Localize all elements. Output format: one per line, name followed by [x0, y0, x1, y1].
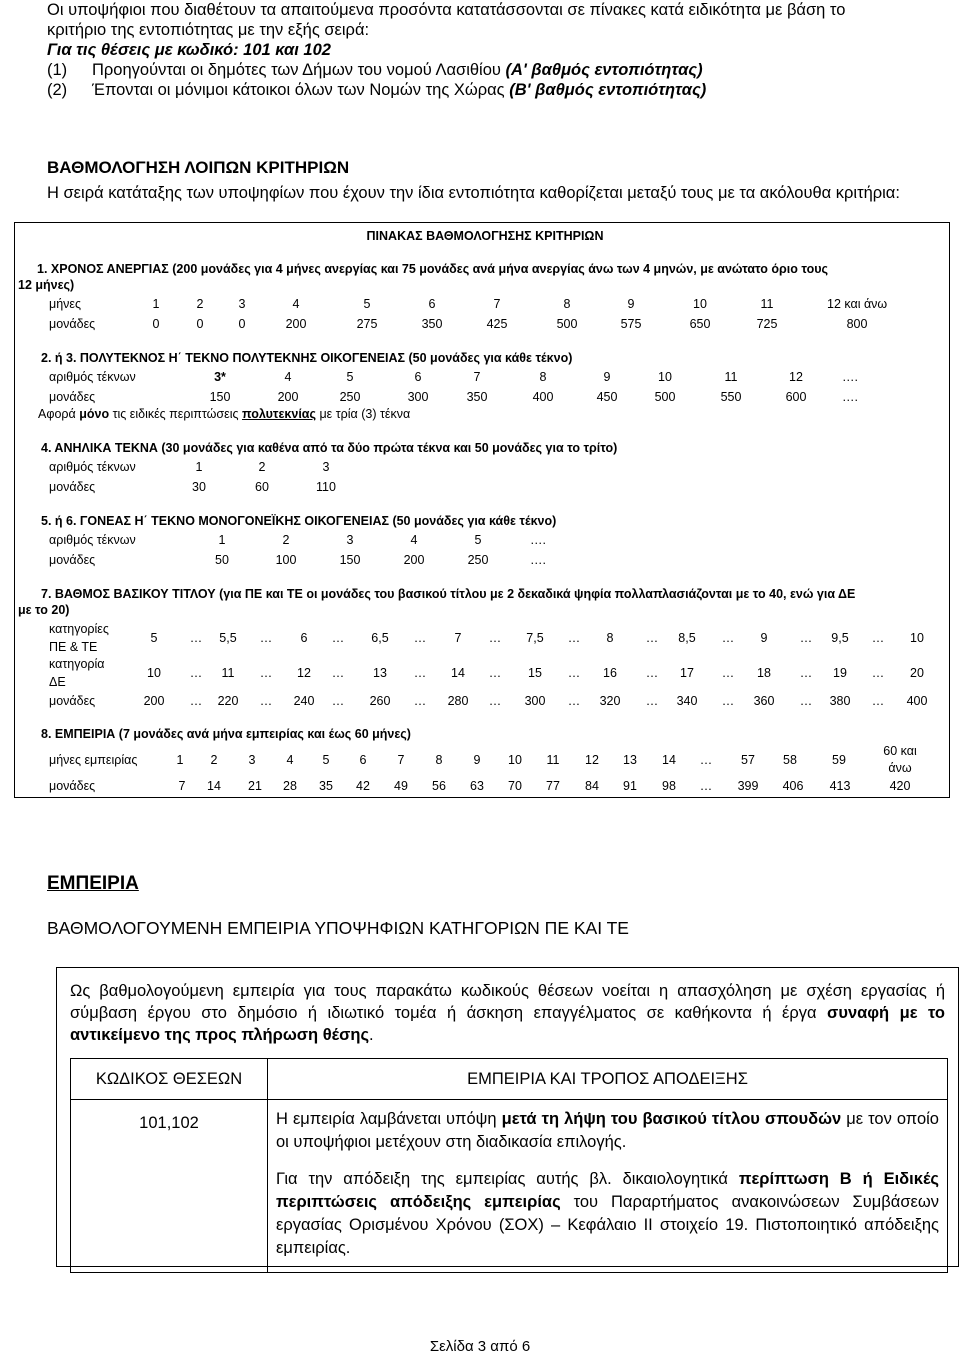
score-cell: 5	[322, 753, 330, 767]
score-cell: 11	[760, 297, 774, 311]
score-cell: 56	[432, 779, 446, 793]
score-cell: 50	[215, 553, 229, 567]
score-cell: 49	[394, 779, 408, 793]
score-cell: …	[189, 666, 203, 680]
section-4-title: 4. ΑΝΗΛΙΚΑ ΤΕΚΝΑ (30 μονάδες για καθένα από τα δύο πρώτα τέκνα και 50 μονάδες για το τρίτο)	[41, 441, 618, 455]
score-cell: 19	[833, 666, 847, 680]
score-cell: 13	[373, 666, 387, 680]
score-cell: 8	[435, 753, 443, 767]
score-cell: 58	[783, 753, 797, 767]
score-cell: 650	[689, 317, 711, 331]
score-cell: 575	[620, 317, 642, 331]
score-cell: 6	[300, 631, 308, 645]
score-cell: 200	[143, 694, 165, 708]
score-cell: 11	[546, 753, 560, 767]
intro-item-2	[47, 80, 907, 100]
section-7-row1-label-cont: ΠΕ & ΤΕ	[49, 640, 98, 654]
intro-text: .	[369, 1026, 374, 1044]
score-cell: 9,5	[831, 631, 849, 645]
score-cell: …	[871, 694, 885, 708]
score-cell: 550	[720, 390, 742, 404]
score-cell: 57	[741, 753, 755, 767]
section-7-title-cont: με το 20)	[18, 603, 70, 617]
experience-title: ΕΜΠΕΙΡΙΑ	[47, 873, 139, 894]
note-text: τις ειδικές περιπτώσεις	[109, 407, 242, 421]
section-4-row2-label: μονάδες	[49, 480, 96, 494]
paragraph-text: Η εμπειρία λαμβάνεται υπόψη	[276, 1110, 502, 1128]
paragraph-text: με τον οποίο οι υποψήφιοι μετέχουν στη διαδικασία επιλογής.	[276, 1110, 939, 1151]
score-cell: 2	[196, 297, 204, 311]
criteria-text: Η σειρά κατάταξης των υποψηφίων που έχουν την ίδια εντοπιότητα καθορίζεται μεταξύ τους με τα ακόλουθα κριτήρια:	[47, 184, 900, 202]
section-8-row1-last-cont: άνω	[888, 761, 912, 775]
score-cell: 12	[585, 753, 599, 767]
score-cell: 28	[283, 779, 297, 793]
score-cell: …	[699, 753, 713, 767]
score-cell: 30	[192, 480, 206, 494]
score-cell: 3	[248, 753, 256, 767]
score-cell: …	[189, 694, 203, 708]
score-cell: ….	[842, 390, 858, 404]
item-bold: (Β' βαθμός εντοπιότητας)	[509, 81, 707, 99]
section-8-row1-last: 60 και	[883, 744, 917, 758]
score-cell: 380	[829, 694, 851, 708]
score-cell: 0	[238, 317, 246, 331]
score-cell: 7	[178, 779, 186, 793]
score-cell: …	[645, 631, 659, 645]
score-cell: 14	[207, 779, 221, 793]
score-cell: …	[259, 666, 273, 680]
score-cell: 300	[524, 694, 546, 708]
score-cell: …	[871, 631, 885, 645]
score-cell: 413	[829, 779, 851, 793]
score-cell: 5	[474, 533, 482, 547]
score-cell: 12 και άνω	[827, 297, 888, 311]
score-cell: 70	[508, 779, 522, 793]
note-emphasis: μόνο	[79, 407, 110, 421]
paragraph-text: Για την απόδειξη της εμπειρίας αυτής βλ. δικαιολογητικά	[276, 1170, 739, 1188]
score-cell: 14	[451, 666, 465, 680]
score-cell: 13	[623, 753, 637, 767]
score-cell: 9	[473, 753, 481, 767]
note-text: Αφορά	[38, 407, 80, 421]
score-cell: …	[488, 694, 502, 708]
score-cell: 600	[785, 390, 807, 404]
score-cell: 2	[258, 460, 266, 474]
score-cell: …	[488, 631, 502, 645]
score-cell: …	[488, 666, 502, 680]
item-number: (2)	[47, 81, 68, 99]
score-cell: 260	[369, 694, 391, 708]
score-cell: 320	[599, 694, 621, 708]
section-4-row1-label: αριθμός τέκνων	[49, 460, 136, 474]
score-cell: 7,5	[526, 631, 544, 645]
score-cell: …	[413, 694, 427, 708]
score-cell: …	[259, 631, 273, 645]
intro-item-1	[47, 60, 907, 80]
score-cell: 3	[346, 533, 354, 547]
score-cell: 7	[397, 753, 405, 767]
section-1-title-cont: 12 μήνες)	[18, 278, 75, 292]
section-7-row2-label: κατηγορία	[49, 657, 105, 671]
score-cell: ….	[530, 533, 546, 547]
score-cell: 10	[658, 370, 672, 384]
score-cell: 1	[152, 297, 160, 311]
score-cell: 15	[528, 666, 542, 680]
section-8-title: 8. ΕΜΠΕΙΡΙΑ (7 μονάδες ανά μήνα εμπειρίας και έως 60 μήνες)	[41, 727, 411, 741]
section-5-title: 5. ή 6. ΓΟΝΕΑΣ Η΄ ΤΕΚΝΟ ΜΟΝΟΓΟΝΕΪΚΗΣ ΟΙΚΟΓΕΝΕΙΑΣ (50 μονάδες για κάθε τέκνο)	[41, 514, 557, 528]
score-cell: 20	[910, 666, 924, 680]
paragraph-text: του Παραρτήματος ανακοινώσεων Συμβάσεων εργασίας Ορισμένου Χρόνου (ΣΟΧ) – Κεφάλαιο ΙΙ στοιχείο 19. Πιστοποιητικό απόδειξης εμπειρίας.	[276, 1193, 939, 1257]
score-cell: 59	[832, 753, 846, 767]
score-cell: 1	[218, 533, 226, 547]
column-header-codes: ΚΩΔΙΚΟΣ ΘΕΣΕΩΝ	[71, 1059, 268, 1100]
intro-emphasis: συναφή με το αντικείμενο της προς πλήρωση θέσης	[70, 1004, 945, 1044]
score-cell: 5	[363, 297, 371, 311]
score-cell: …	[259, 694, 273, 708]
score-cell: 63	[470, 779, 484, 793]
experience-subtitle: ΒΑΘΜΟΛΟΓΟΥΜΕΝΗ ΕΜΠΕΙΡΙΑ ΥΠΟΨΗΦΙΩΝ ΚΑΤΗΓΟΡΙΩΝ ΠΕ ΚΑΙ ΤΕ	[47, 918, 629, 938]
score-cell: 200	[277, 390, 299, 404]
score-cell: 400	[906, 694, 928, 708]
score-cell: 340	[676, 694, 698, 708]
experience-description	[268, 1100, 948, 1273]
score-cell: 300	[407, 390, 429, 404]
score-cell: 7	[473, 370, 481, 384]
section-5-row2-label: μονάδες	[49, 553, 96, 567]
section-2-title: 2. ή 3. ΠΟΛΥΤΕΚΝΟΣ Η΄ ΤΕΚΝΟ ΠΟΛΥΤΕΚΝΗΣ ΟΙΚΟΓΕΝΕΙΑΣ (50 μονάδες για κάθε τέκνο)	[41, 351, 573, 365]
score-cell: 5,5	[219, 631, 237, 645]
score-cell: 6	[414, 370, 422, 384]
score-cell: 425	[486, 317, 508, 331]
section-7-title: 7. ΒΑΘΜΟΣ ΒΑΣΙΚΟΥ ΤΙΤΛΟΥ (για ΠΕ και ΤΕ οι μονάδες του βασικού τίτλου με 2 δεκαδικά ψηφία πολλαπλασιάζονται με το 40, ενώ για ΔΕ	[41, 587, 856, 601]
score-cell: 360	[753, 694, 775, 708]
score-cell: …	[799, 666, 813, 680]
score-cell: 406	[782, 779, 804, 793]
score-cell: 1	[176, 753, 184, 767]
section-7-row1-label: κατηγορίες	[49, 622, 109, 636]
score-cell: 9	[627, 297, 635, 311]
score-cell: …	[721, 666, 735, 680]
score-cell: 9	[603, 370, 611, 384]
score-cell: …	[331, 631, 345, 645]
score-cell: 42	[356, 779, 370, 793]
note-text: με τρία (3) τέκνα	[315, 407, 411, 421]
score-cell: 91	[623, 779, 637, 793]
column-header-experience: ΕΜΠΕΙΡΙΑ ΚΑΙ ΤΡΟΠΟΣ ΑΠΟΔΕΙΞΗΣ	[268, 1059, 948, 1100]
score-cell: …	[699, 779, 713, 793]
score-cell: 10	[910, 631, 924, 645]
score-cell: 12	[297, 666, 311, 680]
section-8-row1-label: μήνες εμπειρίας	[49, 753, 138, 767]
score-cell: 400	[532, 390, 554, 404]
intro-line: Οι υποψήφιοι που διαθέτουν τα απαιτούμενα προσόντα κατατάσσονται σε πίνακες κατά ειδικότητα με βάση το κριτήριο της εντοπιότητας με την εξής σειρά:	[47, 1, 846, 39]
paragraph-emphasis: περίπτωση Β ή Ειδικές περιπτώσεις απόδειξης εμπειρίας	[276, 1170, 939, 1211]
section-5-row1-label: αριθμός τέκνων	[49, 533, 136, 547]
score-cell: 4	[284, 370, 292, 384]
score-cell: 8,5	[678, 631, 696, 645]
intro-text: Ως βαθμολογούμενη εμπειρία για τους παρακάτω κωδικούς θέσεων νοείται η απασχόληση με σχέση εργασίας ή σύμβαση έργου στο δημόσιο ή ιδιωτικό τομέα ή άσκηση επαγγέλματος σε καθήκοντα ή έργα	[70, 982, 945, 1022]
score-cell: 3	[238, 297, 246, 311]
score-cell: 7	[454, 631, 462, 645]
score-cell: 35	[319, 779, 333, 793]
section-2-note	[38, 407, 410, 421]
score-cell: 200	[285, 317, 307, 331]
section-8-row2-label: μονάδες	[49, 779, 96, 793]
score-cell: …	[331, 666, 345, 680]
score-cell: …	[645, 694, 659, 708]
section-7-row3-label: μονάδες	[49, 694, 96, 708]
score-cell: 350	[466, 390, 488, 404]
score-cell: 77	[546, 779, 560, 793]
score-cell: 17	[680, 666, 694, 680]
score-cell: 21	[248, 779, 262, 793]
score-cell: 6,5	[371, 631, 389, 645]
score-cell: 110	[316, 480, 336, 494]
score-cell: …	[189, 631, 203, 645]
score-cell: 98	[662, 779, 676, 793]
score-cell: 11	[221, 666, 235, 680]
item-bold: (Α' βαθμός εντοπιότητας)	[505, 61, 703, 79]
section-2-row2-label: μονάδες	[49, 390, 96, 404]
score-cell: 275	[356, 317, 378, 331]
score-cell: …	[331, 694, 345, 708]
score-cell: …	[567, 666, 581, 680]
score-cell: 220	[217, 694, 239, 708]
score-cell: 350	[421, 317, 443, 331]
page-number: Σελίδα 3 από 6	[429, 1338, 531, 1355]
section-1-title: 1. ΧΡΟΝΟΣ ΑΝΕΡΓΙΑΣ (200 μονάδες για 4 μήνες ανεργίας και 75 μονάδες ανά μήνα ανεργίας άνω των 4 μηνών, με ανώτατο όριο τους	[37, 262, 828, 276]
experience-intro	[70, 980, 945, 1046]
score-cell: 9	[760, 631, 768, 645]
score-cell: 0	[196, 317, 204, 331]
score-cell: 399	[737, 779, 759, 793]
score-cell: 4	[286, 753, 294, 767]
score-cell: …	[799, 631, 813, 645]
score-cell: …	[413, 666, 427, 680]
note-underlined: πολυτεκνίας	[241, 407, 316, 421]
score-cell: ….	[842, 370, 858, 384]
table-row	[71, 1100, 948, 1273]
score-cell: …	[645, 666, 659, 680]
score-cell: …	[413, 631, 427, 645]
section-2-row1-label: αριθμός τέκνων	[49, 370, 136, 384]
score-cell: 250	[467, 553, 489, 567]
score-cell: …	[871, 666, 885, 680]
score-cell: 500	[556, 317, 578, 331]
section-1-row1-label: μήνες	[49, 297, 82, 311]
score-cell: …	[721, 631, 735, 645]
score-cell: 1	[195, 460, 203, 474]
score-cell: 280	[447, 694, 469, 708]
score-cell: 8	[606, 631, 614, 645]
score-cell: 0	[152, 317, 160, 331]
score-cell: 5	[346, 370, 354, 384]
score-cell: 12	[789, 370, 803, 384]
score-cell: 10	[693, 297, 707, 311]
score-cell: 100	[275, 553, 297, 567]
intro-section	[47, 0, 907, 100]
score-cell: 8	[563, 297, 571, 311]
score-cell: 3*	[214, 370, 226, 384]
score-cell: …	[721, 694, 735, 708]
score-cell: 420	[889, 779, 911, 793]
score-cell: 84	[585, 779, 599, 793]
item-text: Έπονται οι μόνιμοι κάτοικοι όλων των Νομών της Χώρας	[92, 81, 510, 99]
score-cell: 14	[662, 753, 676, 767]
paragraph-emphasis: μετά τη λήψη του βασικού τίτλου σπουδών	[501, 1110, 842, 1128]
score-cell: 450	[596, 390, 618, 404]
score-cell: 6	[428, 297, 436, 311]
score-cell: 4	[292, 297, 300, 311]
score-cell: 11	[724, 370, 738, 384]
item-text: Προηγούνται οι δημότες των Δήμων του νομού Λασιθίου	[92, 61, 506, 79]
criteria-table-title: ΠΙΝΑΚΑΣ ΒΑΘΜΟΛΟΓΗΣΗΣ ΚΡΙΤΗΡΙΩΝ	[366, 229, 604, 243]
score-cell: 2	[210, 753, 218, 767]
score-cell: 4	[410, 533, 418, 547]
experience-paragraph-2	[276, 1168, 939, 1260]
score-cell: 150	[339, 553, 361, 567]
score-cell: 725	[756, 317, 778, 331]
section-7-row2-label-cont: ΔΕ	[49, 675, 66, 689]
score-cell: 7	[493, 297, 501, 311]
score-cell: 16	[603, 666, 617, 680]
score-cell: 150	[209, 390, 231, 404]
score-cell: …	[799, 694, 813, 708]
score-cell: 8	[539, 370, 547, 384]
score-cell: 240	[293, 694, 315, 708]
section-1-row2-label: μονάδες	[49, 317, 96, 331]
score-cell: 2	[282, 533, 290, 547]
score-cell: 800	[846, 317, 868, 331]
score-cell: 10	[147, 666, 161, 680]
score-cell: 5	[150, 631, 158, 645]
score-cell: 500	[654, 390, 676, 404]
score-cell: 200	[403, 553, 425, 567]
score-cell: 60	[255, 480, 269, 494]
score-cell: …	[567, 631, 581, 645]
experience-table	[70, 1058, 948, 1273]
score-cell: 3	[322, 460, 330, 474]
codes-heading: Για τις θέσεις με κωδικό: 101 και 102	[47, 41, 331, 59]
score-cell: 18	[757, 666, 771, 680]
item-number: (1)	[47, 61, 68, 79]
criteria-heading: ΒΑΘΜΟΛΟΓΗΣΗ ΛΟΙΠΩΝ ΚΡΙΤΗΡΙΩΝ	[47, 158, 350, 177]
position-codes: 101,102	[71, 1100, 268, 1273]
score-cell: 6	[359, 753, 367, 767]
score-cell: …	[567, 694, 581, 708]
score-cell: ….	[530, 553, 546, 567]
score-cell: 10	[508, 753, 522, 767]
experience-paragraph-1	[276, 1108, 939, 1154]
score-cell: 250	[339, 390, 361, 404]
